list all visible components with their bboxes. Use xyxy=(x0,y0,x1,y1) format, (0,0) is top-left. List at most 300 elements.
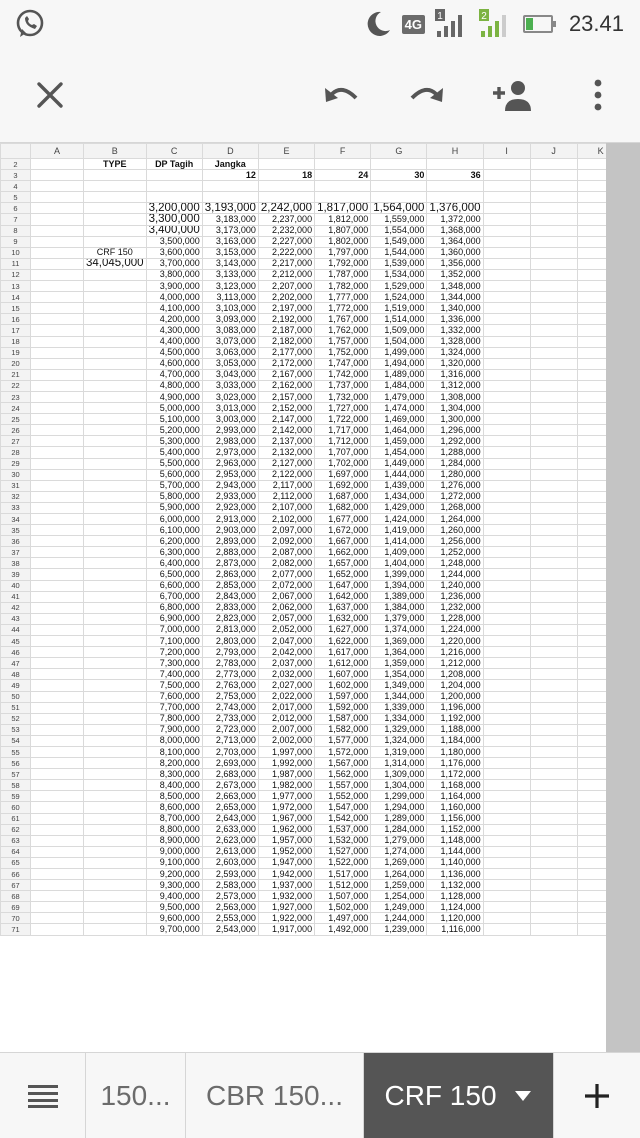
cell[interactable]: 1,348,000 xyxy=(427,281,483,292)
row-header[interactable]: 62 xyxy=(1,824,31,835)
cell[interactable]: 1,376,000 xyxy=(427,203,483,214)
cell[interactable]: 1,240,000 xyxy=(427,580,483,591)
row-header[interactable]: 54 xyxy=(1,735,31,746)
cell[interactable]: 2,042,000 xyxy=(258,647,314,658)
cell[interactable]: 1,252,000 xyxy=(427,547,483,558)
cell[interactable]: 1,292,000 xyxy=(427,436,483,447)
cell[interactable] xyxy=(84,491,147,502)
cell[interactable] xyxy=(483,735,530,746)
cell[interactable] xyxy=(31,713,84,724)
cell[interactable]: 1,289,000 xyxy=(371,813,427,824)
row-header[interactable]: 67 xyxy=(1,880,31,891)
cell[interactable]: 1,364,000 xyxy=(427,236,483,247)
cell[interactable]: 3,093,000 xyxy=(202,314,258,325)
cell[interactable] xyxy=(483,525,530,536)
cell[interactable] xyxy=(31,913,84,924)
cell[interactable]: 1,399,000 xyxy=(371,569,427,580)
cell[interactable]: 8,200,000 xyxy=(146,758,202,769)
cell[interactable]: 1,140,000 xyxy=(427,857,483,868)
cell[interactable]: 1,529,000 xyxy=(371,281,427,292)
cell[interactable]: 2,112,000 xyxy=(258,491,314,502)
cell[interactable]: 1,424,000 xyxy=(371,514,427,525)
row-header[interactable]: 35 xyxy=(1,525,31,536)
cell[interactable] xyxy=(84,902,147,913)
cell[interactable] xyxy=(202,181,258,192)
undo-button[interactable] xyxy=(318,71,366,119)
cell[interactable] xyxy=(31,669,84,680)
cell[interactable]: 1,622,000 xyxy=(315,636,371,647)
column-header[interactable]: A xyxy=(31,144,84,159)
row-header[interactable]: 68 xyxy=(1,891,31,902)
row-header[interactable]: 18 xyxy=(1,336,31,347)
cell[interactable]: 2,573,000 xyxy=(202,891,258,902)
cell[interactable]: 2,743,000 xyxy=(202,702,258,713)
cell[interactable]: 2,097,000 xyxy=(258,525,314,536)
cell[interactable]: 6,200,000 xyxy=(146,536,202,547)
cell[interactable]: 2,172,000 xyxy=(258,358,314,369)
cell[interactable]: 2,753,000 xyxy=(202,691,258,702)
row-header[interactable]: 49 xyxy=(1,680,31,691)
row-header[interactable]: 28 xyxy=(1,447,31,458)
cell[interactable]: 1,582,000 xyxy=(315,724,371,735)
cell[interactable] xyxy=(31,214,84,225)
cell[interactable] xyxy=(530,414,577,425)
cell[interactable]: 1,484,000 xyxy=(371,380,427,391)
cell[interactable] xyxy=(483,391,530,402)
cell[interactable]: 1,116,000 xyxy=(427,924,483,935)
cell[interactable] xyxy=(483,447,530,458)
cell[interactable] xyxy=(258,181,314,192)
cell[interactable] xyxy=(371,192,427,203)
cell[interactable]: 1,328,000 xyxy=(427,336,483,347)
row-header[interactable]: 10 xyxy=(1,247,31,258)
cell[interactable] xyxy=(315,159,371,170)
cell[interactable] xyxy=(530,780,577,791)
cell[interactable]: 1,772,000 xyxy=(315,303,371,314)
cell[interactable] xyxy=(84,425,147,436)
cell[interactable]: 2,613,000 xyxy=(202,846,258,857)
cell[interactable] xyxy=(483,658,530,669)
cell[interactable] xyxy=(84,181,147,192)
cell[interactable] xyxy=(31,769,84,780)
cell[interactable]: 2,107,000 xyxy=(258,502,314,513)
cell[interactable] xyxy=(31,347,84,358)
cell[interactable]: 3,900,000 xyxy=(146,281,202,292)
cell[interactable]: 1,642,000 xyxy=(315,591,371,602)
cell[interactable]: 1,464,000 xyxy=(371,425,427,436)
column-header[interactable]: K xyxy=(577,144,624,159)
cell[interactable]: Jangka xyxy=(202,159,258,170)
cell[interactable] xyxy=(530,569,577,580)
cell[interactable]: 1,927,000 xyxy=(258,902,314,913)
cell[interactable]: 1,479,000 xyxy=(371,391,427,402)
cell[interactable]: 2,823,000 xyxy=(202,613,258,624)
cell[interactable]: 1,288,000 xyxy=(427,447,483,458)
cell[interactable]: 2,883,000 xyxy=(202,547,258,558)
cell[interactable]: 1,727,000 xyxy=(315,403,371,414)
cell[interactable]: 1,992,000 xyxy=(258,758,314,769)
cell[interactable]: 1,296,000 xyxy=(427,425,483,436)
cell[interactable] xyxy=(483,613,530,624)
cell[interactable]: 1,304,000 xyxy=(427,403,483,414)
cell[interactable]: 5,300,000 xyxy=(146,436,202,447)
cell[interactable] xyxy=(483,380,530,391)
cell[interactable] xyxy=(84,303,147,314)
cell[interactable] xyxy=(530,292,577,303)
cell[interactable]: 1,707,000 xyxy=(315,447,371,458)
cell[interactable]: 1,712,000 xyxy=(315,436,371,447)
cell[interactable] xyxy=(483,780,530,791)
row-header[interactable]: 51 xyxy=(1,702,31,713)
cell[interactable]: 1,817,000 xyxy=(315,203,371,214)
cell[interactable] xyxy=(530,391,577,402)
cell[interactable]: 1,519,000 xyxy=(371,303,427,314)
row-header[interactable]: 65 xyxy=(1,857,31,868)
cell[interactable]: 1,459,000 xyxy=(371,436,427,447)
cell[interactable]: 1,637,000 xyxy=(315,602,371,613)
cell[interactable]: 1,344,000 xyxy=(427,292,483,303)
cell[interactable]: 3,073,000 xyxy=(202,336,258,347)
cell[interactable]: 7,300,000 xyxy=(146,658,202,669)
cell[interactable] xyxy=(84,769,147,780)
cell[interactable] xyxy=(84,735,147,746)
cell[interactable] xyxy=(31,813,84,824)
cell[interactable]: 6,900,000 xyxy=(146,613,202,624)
cell[interactable]: 3,400,000 xyxy=(146,225,202,236)
cell[interactable] xyxy=(84,624,147,635)
cell[interactable]: 1,702,000 xyxy=(315,458,371,469)
cell[interactable]: 1,717,000 xyxy=(315,425,371,436)
cell[interactable] xyxy=(84,514,147,525)
cell[interactable]: 1,557,000 xyxy=(315,780,371,791)
cell[interactable] xyxy=(483,846,530,857)
cell[interactable]: 1,617,000 xyxy=(315,647,371,658)
cell[interactable]: 4,100,000 xyxy=(146,303,202,314)
cell[interactable]: 1,300,000 xyxy=(427,414,483,425)
cell[interactable]: 12 xyxy=(202,170,258,181)
cell[interactable] xyxy=(31,680,84,691)
cell[interactable] xyxy=(84,802,147,813)
cell[interactable] xyxy=(31,857,84,868)
cell[interactable] xyxy=(84,924,147,935)
cell[interactable] xyxy=(84,913,147,924)
cell[interactable] xyxy=(31,846,84,857)
cell[interactable] xyxy=(530,624,577,635)
cell[interactable] xyxy=(530,680,577,691)
cell[interactable]: 1,188,000 xyxy=(427,724,483,735)
cell[interactable] xyxy=(483,891,530,902)
cell[interactable]: 2,027,000 xyxy=(258,680,314,691)
cell[interactable]: 1,132,000 xyxy=(427,880,483,891)
cell[interactable] xyxy=(31,292,84,303)
cell[interactable] xyxy=(530,458,577,469)
cell[interactable] xyxy=(530,281,577,292)
cell[interactable] xyxy=(84,214,147,225)
cell[interactable] xyxy=(84,403,147,414)
cell[interactable]: 1,216,000 xyxy=(427,647,483,658)
cell[interactable]: 2,202,000 xyxy=(258,292,314,303)
cell[interactable]: 1,308,000 xyxy=(427,391,483,402)
row-header[interactable]: 70 xyxy=(1,913,31,924)
row-header[interactable]: 34 xyxy=(1,514,31,525)
cell[interactable]: 1,742,000 xyxy=(315,369,371,380)
cell[interactable] xyxy=(31,225,84,236)
cell[interactable]: 1,268,000 xyxy=(427,502,483,513)
cell[interactable] xyxy=(483,869,530,880)
cell[interactable]: 2,177,000 xyxy=(258,347,314,358)
cell[interactable]: 6,800,000 xyxy=(146,602,202,613)
row-header[interactable]: 22 xyxy=(1,380,31,391)
cell[interactable] xyxy=(427,159,483,170)
cell[interactable]: 1,349,000 xyxy=(371,680,427,691)
cell[interactable]: 1,364,000 xyxy=(371,647,427,658)
row-header[interactable]: 71 xyxy=(1,924,31,935)
cell[interactable] xyxy=(483,303,530,314)
cell[interactable]: 1,316,000 xyxy=(427,369,483,380)
cell[interactable] xyxy=(483,225,530,236)
cell[interactable] xyxy=(84,525,147,536)
cell[interactable]: 1,220,000 xyxy=(427,636,483,647)
cell[interactable]: 2,993,000 xyxy=(202,425,258,436)
cell[interactable] xyxy=(84,269,147,280)
cell[interactable]: 2,152,000 xyxy=(258,403,314,414)
cell[interactable]: 1,547,000 xyxy=(315,802,371,813)
cell[interactable]: 5,400,000 xyxy=(146,447,202,458)
sheet-tab-3-active[interactable] xyxy=(364,1053,554,1138)
cell[interactable]: 1,284,000 xyxy=(371,824,427,835)
cell[interactable] xyxy=(84,580,147,591)
cell[interactable]: 2,693,000 xyxy=(202,758,258,769)
cell[interactable]: 1,244,000 xyxy=(371,913,427,924)
cell[interactable] xyxy=(31,902,84,913)
type-name-cell[interactable]: CRF 150 xyxy=(84,247,147,258)
row-header[interactable]: 38 xyxy=(1,558,31,569)
cell[interactable] xyxy=(315,181,371,192)
cell[interactable]: 9,700,000 xyxy=(146,924,202,935)
cell[interactable]: 1,200,000 xyxy=(427,691,483,702)
spreadsheet-area[interactable] xyxy=(0,143,640,1052)
cell[interactable] xyxy=(84,835,147,846)
cell[interactable] xyxy=(530,580,577,591)
cell[interactable]: 3,300,000 xyxy=(146,214,202,225)
cell[interactable]: 1,932,000 xyxy=(258,891,314,902)
cell[interactable] xyxy=(530,480,577,491)
cell[interactable]: 1,239,000 xyxy=(371,924,427,935)
cell[interactable] xyxy=(530,347,577,358)
cell[interactable]: 1,340,000 xyxy=(427,303,483,314)
column-header[interactable]: G xyxy=(371,144,427,159)
cell[interactable]: 1,324,000 xyxy=(427,347,483,358)
cell[interactable]: 1,320,000 xyxy=(427,358,483,369)
cell[interactable]: 2,633,000 xyxy=(202,824,258,835)
cell[interactable] xyxy=(84,502,147,513)
cell[interactable]: 1,534,000 xyxy=(371,269,427,280)
cell[interactable]: 1,299,000 xyxy=(371,791,427,802)
cell[interactable]: 2,783,000 xyxy=(202,658,258,669)
cell[interactable]: 2,192,000 xyxy=(258,314,314,325)
cell[interactable]: 1,677,000 xyxy=(315,514,371,525)
cell[interactable]: 9,300,000 xyxy=(146,880,202,891)
cell[interactable]: 8,300,000 xyxy=(146,769,202,780)
cell[interactable]: 1,280,000 xyxy=(427,469,483,480)
cell[interactable] xyxy=(530,192,577,203)
cell[interactable] xyxy=(483,902,530,913)
cell[interactable] xyxy=(31,758,84,769)
cell[interactable]: 9,500,000 xyxy=(146,902,202,913)
cell[interactable] xyxy=(146,170,202,181)
vertical-scrollbar[interactable] xyxy=(606,143,640,1052)
cell[interactable]: 1,356,000 xyxy=(427,258,483,269)
cell[interactable]: 1,562,000 xyxy=(315,769,371,780)
cell[interactable]: 1,554,000 xyxy=(371,225,427,236)
row-header[interactable]: 14 xyxy=(1,292,31,303)
cell[interactable]: 1,264,000 xyxy=(371,869,427,880)
cell[interactable]: 8,600,000 xyxy=(146,802,202,813)
cell[interactable] xyxy=(31,880,84,891)
cell[interactable]: 7,000,000 xyxy=(146,624,202,635)
row-header[interactable]: 7 xyxy=(1,214,31,225)
cell[interactable]: 1,497,000 xyxy=(315,913,371,924)
cell[interactable] xyxy=(530,802,577,813)
cell[interactable]: 1,564,000 xyxy=(371,203,427,214)
cell[interactable]: 2,227,000 xyxy=(258,236,314,247)
cell[interactable] xyxy=(84,602,147,613)
row-header[interactable]: 59 xyxy=(1,791,31,802)
cell[interactable] xyxy=(31,702,84,713)
cell[interactable] xyxy=(530,214,577,225)
row-header[interactable]: 40 xyxy=(1,580,31,591)
cell[interactable]: 2,167,000 xyxy=(258,369,314,380)
cell[interactable]: 2,663,000 xyxy=(202,791,258,802)
cell[interactable]: 2,713,000 xyxy=(202,735,258,746)
cell[interactable]: 2,072,000 xyxy=(258,580,314,591)
cell[interactable]: 2,132,000 xyxy=(258,447,314,458)
cell[interactable]: 2,212,000 xyxy=(258,269,314,280)
cell[interactable] xyxy=(258,159,314,170)
cell[interactable]: 5,000,000 xyxy=(146,403,202,414)
row-header[interactable]: 45 xyxy=(1,636,31,647)
cell[interactable]: 3,003,000 xyxy=(202,414,258,425)
cell[interactable] xyxy=(31,735,84,746)
cell[interactable] xyxy=(31,824,84,835)
cell[interactable]: 7,700,000 xyxy=(146,702,202,713)
cell[interactable] xyxy=(530,669,577,680)
cell[interactable]: 4,700,000 xyxy=(146,369,202,380)
cell[interactable]: 1,156,000 xyxy=(427,813,483,824)
cell[interactable]: 1,244,000 xyxy=(427,569,483,580)
cell[interactable]: 1,279,000 xyxy=(371,835,427,846)
cell[interactable] xyxy=(84,647,147,658)
cell[interactable]: 1,657,000 xyxy=(315,558,371,569)
cell[interactable] xyxy=(483,502,530,513)
cell[interactable] xyxy=(483,702,530,713)
cell[interactable] xyxy=(84,225,147,236)
cell[interactable] xyxy=(530,558,577,569)
row-header[interactable]: 25 xyxy=(1,414,31,425)
cell[interactable] xyxy=(483,835,530,846)
cell[interactable] xyxy=(84,880,147,891)
cell[interactable] xyxy=(31,236,84,247)
cell[interactable]: 3,083,000 xyxy=(202,325,258,336)
cell[interactable] xyxy=(483,857,530,868)
cell[interactable]: 1,259,000 xyxy=(371,880,427,891)
cell[interactable]: 2,127,000 xyxy=(258,458,314,469)
price-cell[interactable]: 34,045,000 xyxy=(84,258,147,269)
cell[interactable]: 1,494,000 xyxy=(371,358,427,369)
cell[interactable] xyxy=(31,691,84,702)
cell[interactable]: 1,967,000 xyxy=(258,813,314,824)
cell[interactable]: 2,843,000 xyxy=(202,591,258,602)
cell[interactable]: 1,612,000 xyxy=(315,658,371,669)
cell[interactable]: 8,800,000 xyxy=(146,824,202,835)
cell[interactable] xyxy=(530,613,577,624)
row-header[interactable]: 33 xyxy=(1,502,31,513)
cell[interactable] xyxy=(84,813,147,824)
row-header[interactable]: 17 xyxy=(1,325,31,336)
row-header[interactable]: 53 xyxy=(1,724,31,735)
cell[interactable]: 1,572,000 xyxy=(315,746,371,757)
cell[interactable]: 1,922,000 xyxy=(258,913,314,924)
cell[interactable]: 1,414,000 xyxy=(371,536,427,547)
cell[interactable] xyxy=(530,636,577,647)
cell[interactable]: 4,000,000 xyxy=(146,292,202,303)
cell[interactable] xyxy=(483,159,530,170)
row-header[interactable]: 69 xyxy=(1,902,31,913)
cell[interactable]: 2,087,000 xyxy=(258,547,314,558)
row-header[interactable]: 8 xyxy=(1,225,31,236)
cell[interactable] xyxy=(84,791,147,802)
cell[interactable]: 4,600,000 xyxy=(146,358,202,369)
cell[interactable]: 3,143,000 xyxy=(202,258,258,269)
cell[interactable] xyxy=(84,824,147,835)
cell[interactable] xyxy=(530,902,577,913)
cell[interactable]: 1,379,000 xyxy=(371,613,427,624)
cell[interactable]: 2,142,000 xyxy=(258,425,314,436)
more-options-button[interactable] xyxy=(574,71,622,119)
row-header[interactable]: 64 xyxy=(1,846,31,857)
cell[interactable]: 1,662,000 xyxy=(315,547,371,558)
cell[interactable]: 1,148,000 xyxy=(427,835,483,846)
cell[interactable] xyxy=(84,758,147,769)
cell[interactable] xyxy=(483,258,530,269)
cell[interactable]: 1,752,000 xyxy=(315,347,371,358)
cell[interactable] xyxy=(530,425,577,436)
cell[interactable]: 7,400,000 xyxy=(146,669,202,680)
cell[interactable]: 1,232,000 xyxy=(427,602,483,613)
redo-button[interactable] xyxy=(402,71,450,119)
cell[interactable] xyxy=(530,181,577,192)
cell[interactable]: 1,274,000 xyxy=(371,846,427,857)
cell[interactable]: 9,400,000 xyxy=(146,891,202,902)
cell[interactable]: 1,212,000 xyxy=(427,658,483,669)
cell[interactable] xyxy=(483,491,530,502)
cell[interactable]: 1,549,000 xyxy=(371,236,427,247)
cell[interactable] xyxy=(530,203,577,214)
cell[interactable]: 2,733,000 xyxy=(202,713,258,724)
cell[interactable]: 1,136,000 xyxy=(427,869,483,880)
cell[interactable] xyxy=(31,358,84,369)
cell[interactable] xyxy=(427,192,483,203)
cell[interactable]: 9,100,000 xyxy=(146,857,202,868)
row-header[interactable]: 16 xyxy=(1,314,31,325)
cell[interactable]: 2,047,000 xyxy=(258,636,314,647)
cell[interactable]: 1,667,000 xyxy=(315,536,371,547)
cell[interactable] xyxy=(31,469,84,480)
cell[interactable]: 1,697,000 xyxy=(315,469,371,480)
cell[interactable]: 1,248,000 xyxy=(427,558,483,569)
cell[interactable]: 1,176,000 xyxy=(427,758,483,769)
cell[interactable] xyxy=(483,636,530,647)
